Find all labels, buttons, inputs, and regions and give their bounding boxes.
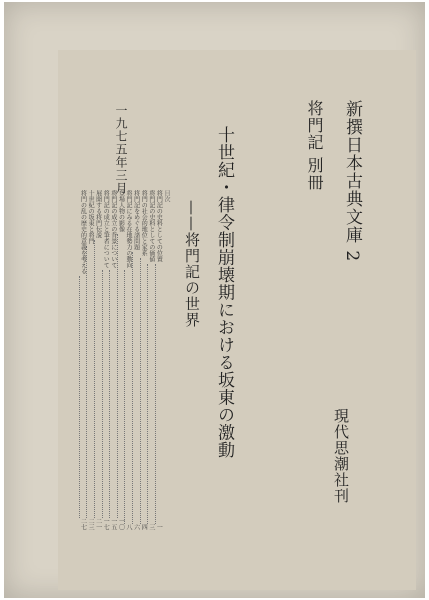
toc-entry bbox=[79, 190, 87, 530]
series-title: 新撰日本古典文庫 2 bbox=[342, 100, 362, 263]
publisher: 現代思潮社刊 bbox=[332, 408, 350, 504]
toc-entry-title: 将門記にみる在地勢力の動向 bbox=[125, 190, 133, 268]
toc-entry bbox=[147, 190, 155, 530]
toc-entry bbox=[117, 190, 125, 530]
toc-entry bbox=[86, 190, 94, 530]
toc-entry-page: 一五 bbox=[109, 518, 117, 530]
toc-entry-page: 八 bbox=[125, 524, 133, 530]
toc-entry-page: 四 bbox=[140, 524, 148, 530]
publication-date: 一九七五年三月 bbox=[114, 104, 128, 195]
toc-entry-title: 将門記の成立と筆者について bbox=[102, 190, 110, 268]
toc-heading: 目次 bbox=[163, 190, 170, 202]
toc-entry-title: 将門記をめぐる諸問題 bbox=[132, 190, 140, 250]
main-title: 十世紀・律令制崩壊期における坂東の激動 bbox=[214, 126, 234, 459]
toc-entry bbox=[124, 190, 132, 530]
toc-entry-title: 将門の乱の歴史的意義を考える bbox=[79, 190, 87, 274]
toc-entry bbox=[132, 190, 140, 530]
toc-entry-page: 六 bbox=[132, 524, 140, 530]
toc-entry bbox=[155, 190, 163, 530]
toc-entry-title: 将門記の史料としての価値 bbox=[147, 190, 155, 262]
toc-entry-title: 十世紀の坂東と将門 bbox=[87, 190, 95, 244]
toc-entry-page: 一 bbox=[155, 524, 163, 530]
toc-entry-title: 展開する将門伝説 bbox=[94, 190, 102, 238]
table-of-contents bbox=[70, 190, 170, 530]
toc-entry-page: 三 bbox=[147, 524, 155, 530]
toc-entry-page: 二七 bbox=[79, 518, 87, 530]
toc-entry-title: 将門記の史料としての位置 bbox=[155, 190, 163, 262]
toc-entry bbox=[102, 190, 110, 530]
toc-entry-page: 二一 bbox=[94, 518, 102, 530]
toc-entry-page: 一〇 bbox=[117, 518, 125, 530]
toc-entry-title: 将門の社会的地位と家系 bbox=[140, 190, 148, 256]
toc-entry bbox=[109, 190, 117, 530]
toc-entry-title: 登場人物の影像 bbox=[117, 190, 125, 232]
toc-entry-title: 将門記の成立の背景について bbox=[109, 190, 117, 268]
book-title: 将門記 別冊 bbox=[305, 100, 324, 192]
toc-entry-page: 二三 bbox=[87, 518, 95, 530]
toc-entry bbox=[140, 190, 148, 530]
toc-entry bbox=[94, 190, 102, 530]
toc-entry-page: 一七 bbox=[102, 518, 110, 530]
subtitle: ——将門記の世界 bbox=[183, 200, 201, 328]
